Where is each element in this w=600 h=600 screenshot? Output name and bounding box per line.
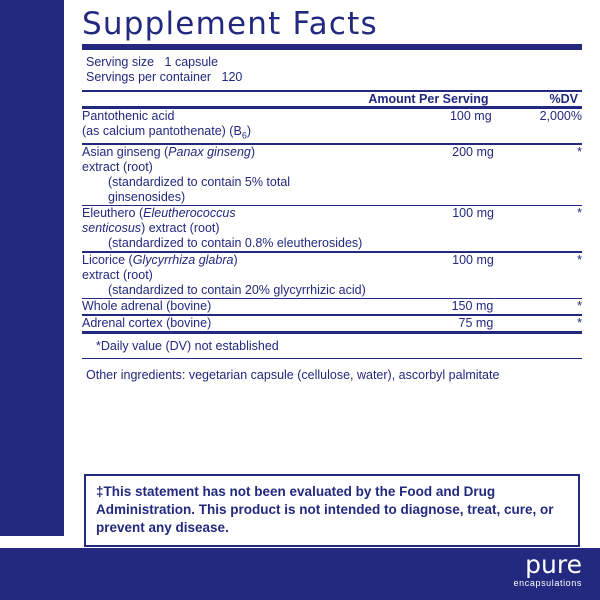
nutrition-table xyxy=(82,92,582,106)
table-row xyxy=(82,299,582,314)
brand-tagline: encapsulations xyxy=(513,578,582,588)
row-name-line1-pre: Licorice ( xyxy=(82,252,133,267)
row-name-line1: Pantothenic acid xyxy=(82,108,175,123)
row-name xyxy=(82,109,368,144)
other-ingredients: Other ingredients: vegetarian capsule (cellulose, water), ascorbyl palmitate xyxy=(86,368,500,382)
brand-name: pure xyxy=(525,550,582,579)
row-amount: 100 mg xyxy=(452,252,494,267)
row-name-line1-post: ) xyxy=(250,144,256,159)
serving-size-value: 1 capsule xyxy=(164,55,219,69)
row-name xyxy=(82,206,371,251)
row-name-line3: (standardized to contain 0.8% eleutherosides) xyxy=(108,236,363,250)
row-name-line3: (standardized to contain 20% glycyrrhizic acid) xyxy=(108,282,366,297)
serving-size-line xyxy=(86,55,582,70)
bottom-blue-bar xyxy=(0,548,600,600)
row-dv: * xyxy=(577,299,582,313)
row-dv: * xyxy=(577,144,582,159)
row-name-latin: Eleutherococcus xyxy=(143,206,236,220)
left-blue-bar xyxy=(0,0,64,536)
row-name-subscript: 6 xyxy=(241,130,247,140)
row-dv: * xyxy=(577,206,582,220)
servings-per-container-line xyxy=(86,70,582,85)
table-row xyxy=(82,109,582,144)
table-row xyxy=(82,253,582,298)
page-title: Supplement Facts xyxy=(82,6,378,42)
brand-logo xyxy=(514,552,582,589)
row-name-line2-post: ) extract (root) xyxy=(141,221,220,235)
row-dv: 2,000% xyxy=(539,108,582,123)
row-dv: * xyxy=(577,252,582,267)
row-name xyxy=(82,145,370,205)
table-header-row xyxy=(82,92,582,106)
fda-statement-box: ‡This statement has not been evaluated by the Food and Drug Administration. This product is not intended to diagnose, treat, cure, or prevent any disease. xyxy=(84,474,580,547)
row-amount: 200 mg xyxy=(452,144,494,159)
row-name-line1-pre: Asian ginseng ( xyxy=(82,144,169,159)
supplement-facts-panel xyxy=(64,0,600,536)
row-name-latin: Panax ginseng xyxy=(168,144,251,159)
servings-per-container-value: 120 xyxy=(221,70,243,84)
row-name-line1-pre: Eleuthero ( xyxy=(82,206,144,220)
row-name-line1-post: ) xyxy=(233,252,238,267)
header-blank xyxy=(82,92,364,106)
table-row xyxy=(82,316,582,331)
serving-size-label: Serving size xyxy=(86,55,155,69)
table-row xyxy=(82,145,582,205)
row-name: Adrenal cortex (bovine) xyxy=(82,315,212,330)
row-dv: * xyxy=(577,315,582,330)
row-name-line2: extract (root) xyxy=(82,159,153,174)
row-name-latin-2: senticosus xyxy=(82,221,142,235)
daily-value-footnote: *Daily value (DV) not established xyxy=(96,338,279,353)
row-name-latin: Glycyrrhiza glabra xyxy=(132,252,234,267)
header-amount-per-serving: Amount Per Serving xyxy=(368,91,489,106)
serving-info xyxy=(82,50,582,90)
row-name-line2: (as calcium pantothenate) (B xyxy=(82,123,242,138)
row-amount: 100 mg xyxy=(452,206,494,220)
row-amount: 100 mg xyxy=(449,108,492,123)
row-name-line3: (standardized to contain 5% total ginsenosides) xyxy=(108,174,291,204)
row-name xyxy=(82,253,370,298)
row-amount: 150 mg xyxy=(451,299,494,313)
row-name-line2: extract (root) xyxy=(82,267,153,282)
row-name: Whole adrenal (bovine) xyxy=(82,299,212,313)
servings-per-container-label: Servings per container xyxy=(86,70,212,84)
header-percent-dv: %DV xyxy=(549,91,578,106)
table-row xyxy=(82,206,582,251)
row-name-line2-end: ) xyxy=(246,123,251,138)
row-amount: 75 mg xyxy=(458,315,494,330)
